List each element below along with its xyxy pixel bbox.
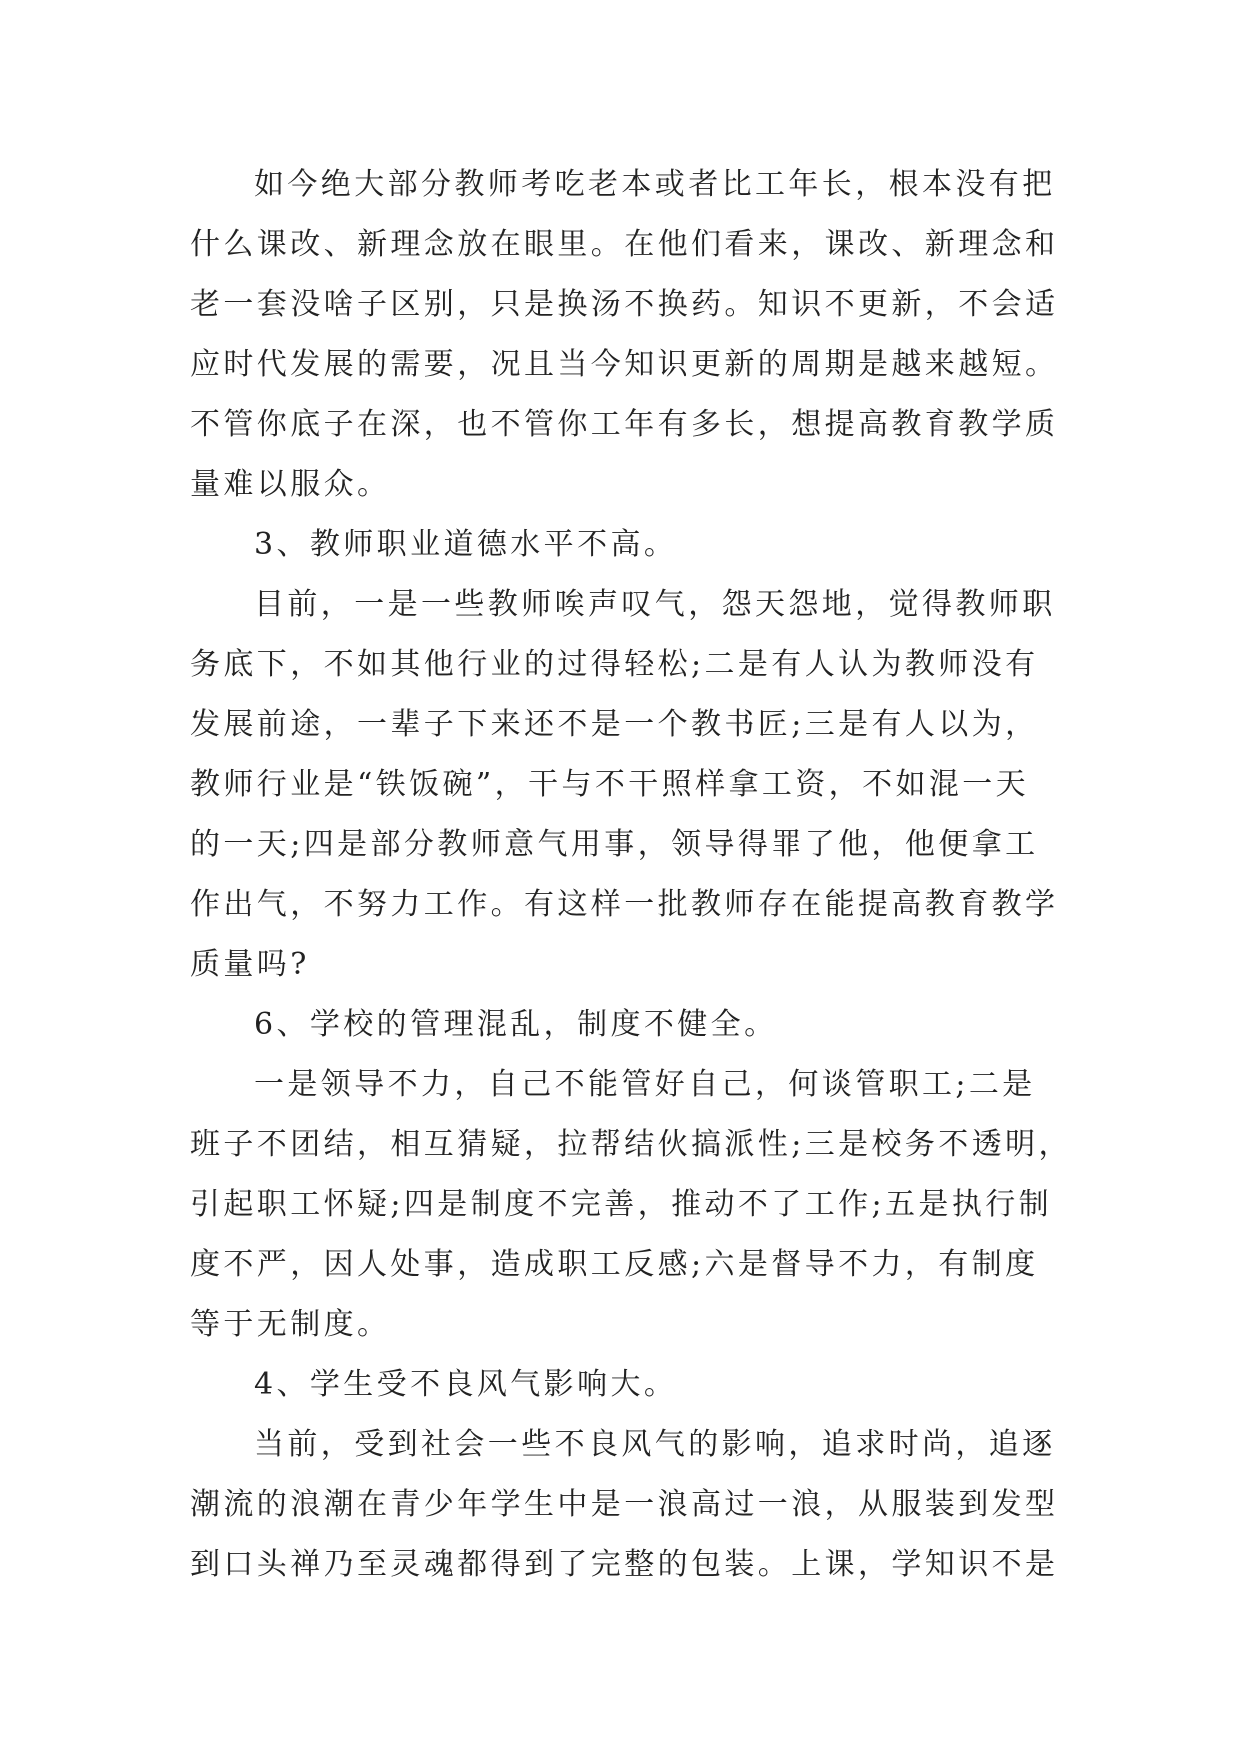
paragraph-line: 一是领导不力，自己不能管好自己，何谈管职工;二是: [254, 1067, 1036, 1102]
document-body: [190, 155, 1072, 1595]
paragraph-line: 作出气，不努力工作。有这样一批教师存在能提高教育教学: [190, 887, 1059, 922]
paragraph-line: 潮流的浪潮在青少年学生中是一浪高过一浪，从服装到发型: [190, 1487, 1059, 1522]
section-heading: 4、学生受不良风气影响大。: [254, 1367, 678, 1402]
paragraph-line: 到口头禅乃至灵魂都得到了完整的包装。上课，学知识不是: [190, 1547, 1059, 1582]
paragraph-line: 质量吗?: [190, 947, 310, 982]
section-heading: 6、学校的管理混乱，制度不健全。: [254, 1007, 778, 1042]
paragraph-line: 发展前途，一辈子下来还不是一个教书匠;三是有人以为，: [190, 707, 1039, 742]
paragraph-line: 老一套没啥子区别，只是换汤不换药。知识不更新，不会适: [190, 287, 1059, 322]
paragraph-line: 度不严，因人处事，造成职工反感;六是督导不力，有制度: [190, 1247, 1039, 1282]
section-heading: 3、教师职业道德水平不高。: [254, 527, 678, 562]
paragraph-line: 什么课改、新理念放在眼里。在他们看来，课改、新理念和: [190, 227, 1059, 262]
paragraph-line: 当前，受到社会一些不良风气的影响，追求时尚，追逐: [254, 1427, 1056, 1462]
paragraph-line: 的一天;四是部分教师意气用事，领导得罪了他，他便拿工: [190, 827, 1039, 862]
paragraph-line: 量难以服众。: [190, 467, 391, 502]
paragraph-line: 应时代发展的需要，况且当今知识更新的周期是越来越短。: [190, 347, 1059, 382]
paragraph-line: 等于无制度。: [190, 1307, 391, 1342]
paragraph-line: 引起职工怀疑;四是制度不完善，推动不了工作;五是执行制: [190, 1187, 1053, 1222]
paragraph-line: 班子不团结，相互猜疑，拉帮结伙搞派性;三是校务不透明，: [190, 1127, 1072, 1162]
paragraph-line: 如今绝大部分教师考吃老本或者比工年长，根本没有把: [254, 167, 1056, 202]
paragraph-line: 不管你底子在深，也不管你工年有多长，想提高教育教学质: [190, 407, 1059, 442]
paragraph-line: 目前，一是一些教师唉声叹气，怨天怨地，觉得教师职: [254, 587, 1056, 622]
paragraph-line: 教师行业是“铁饭碗”，干与不干照样拿工资，不如混一天: [190, 767, 1030, 802]
paragraph-line: 务底下，不如其他行业的过得轻松;二是有人认为教师没有: [190, 647, 1039, 682]
